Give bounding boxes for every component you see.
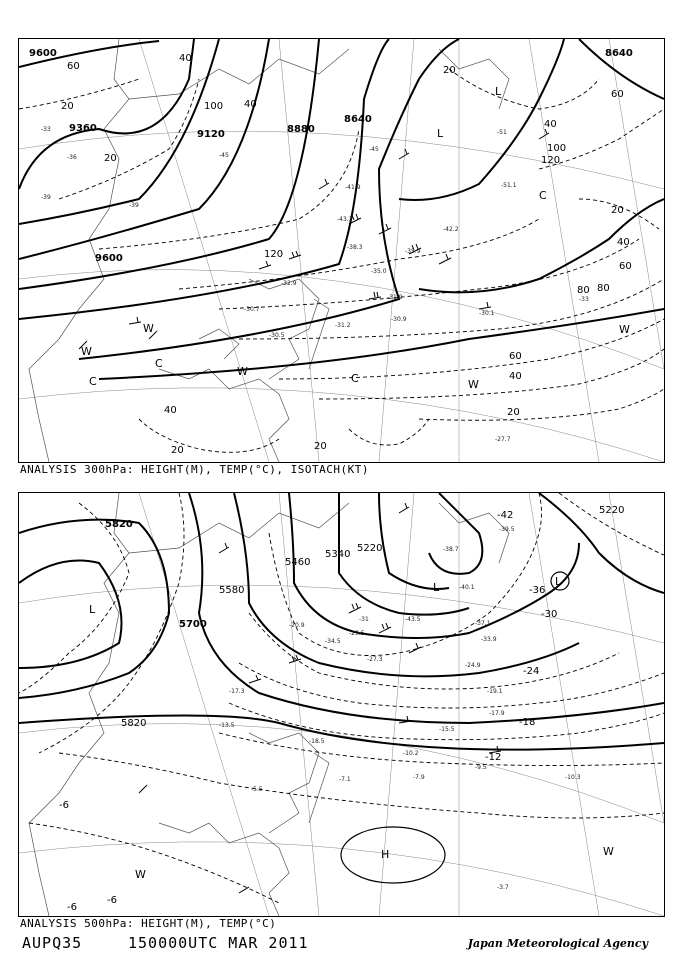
- temp-label: -35.0: [371, 268, 387, 275]
- temp-label: -31: [359, 616, 369, 623]
- temp-label: -13.5: [219, 722, 235, 729]
- bulletin-id: AUPQ35: [22, 934, 83, 952]
- temp-label: -43.3: [337, 216, 353, 223]
- temp-label: -7.1: [339, 776, 351, 783]
- isotach-label: 80: [577, 285, 590, 296]
- temp-label: -51.1: [501, 182, 517, 189]
- isotach-label: 40: [164, 405, 177, 416]
- low-pressure-center: L: [495, 85, 502, 98]
- temp-label: -30.5: [269, 332, 285, 339]
- height-label: 5820: [105, 519, 133, 530]
- temp-label: -36: [67, 154, 77, 161]
- isotach-label: 20: [611, 205, 624, 216]
- warm-center: W: [468, 378, 479, 391]
- map-300hpa-panel: [18, 38, 665, 463]
- isotherm-labels-500: [59, 510, 581, 913]
- temp-label: -33: [41, 126, 51, 133]
- temp-label: -43.5: [405, 616, 421, 623]
- temp-label: -37.1: [475, 620, 491, 627]
- temp-label: -5.5: [251, 786, 263, 793]
- isotherm-label: -6: [59, 800, 69, 811]
- map-300hpa-svg: [19, 39, 664, 462]
- temp-label: -34.5: [325, 638, 341, 645]
- low-pressure-center: L: [437, 127, 444, 140]
- pressure-centers-300: [81, 85, 630, 391]
- height-label: 5820: [121, 718, 147, 729]
- agency-name: Japan Meteorological Agency: [467, 937, 648, 950]
- low-pressure-center: L: [89, 603, 96, 616]
- isotach-label: 80: [597, 283, 610, 294]
- isotherm-label: -6: [67, 902, 77, 913]
- cold-center: C: [351, 372, 359, 385]
- isotach-label: 100: [547, 143, 567, 154]
- temp-label: -33.9: [481, 636, 497, 643]
- isotach-label: 60: [619, 261, 632, 272]
- isotach-label: 20: [171, 445, 184, 456]
- valid-time: 150000UTC MAR 2011: [128, 934, 309, 952]
- temp-label: -29.5: [349, 630, 365, 637]
- temp-label: -7.9: [413, 774, 425, 781]
- height-label: 9120: [197, 129, 225, 140]
- temp-label: -18.5: [309, 738, 325, 745]
- temp-label: -10.2: [403, 750, 419, 757]
- height-label: 8640: [605, 48, 633, 59]
- isotherm-label: -24: [523, 666, 540, 677]
- temp-label: -30.9: [391, 316, 407, 323]
- cold-center: C: [155, 357, 163, 370]
- height-label: 8880: [287, 124, 315, 135]
- temp-label: -9.5: [475, 764, 487, 771]
- coastline-500: [29, 493, 509, 916]
- warm-center: W: [135, 868, 146, 881]
- temp-label: -3.7: [497, 884, 509, 891]
- height-label: 9600: [29, 48, 57, 59]
- warm-center: W: [81, 345, 92, 358]
- temp-label: -42.2: [443, 226, 459, 233]
- isotherm-label: -30: [541, 609, 558, 620]
- warm-center: W: [603, 845, 614, 858]
- isotach-label: 120: [541, 155, 561, 166]
- isotach-label: 40: [244, 99, 257, 110]
- temp-label: -17.9: [489, 710, 505, 717]
- temp-label: -20.9: [289, 622, 305, 629]
- isotach-label: 60: [509, 351, 522, 362]
- height-label: 5340: [325, 549, 351, 560]
- temp-label: -15.5: [439, 726, 455, 733]
- temp-label: -33: [579, 296, 589, 303]
- height-label: 5220: [357, 543, 383, 554]
- map-500hpa-panel: [18, 492, 665, 917]
- temp-label: -32.9: [281, 280, 297, 287]
- isotherm-label: -6: [107, 895, 117, 906]
- isotherm-label: -36: [529, 585, 546, 596]
- temp-label: -27.3: [367, 656, 383, 663]
- temp-label: -45: [369, 146, 379, 153]
- height-label: 9600: [95, 253, 123, 264]
- isotach-label: 20: [507, 407, 520, 418]
- cold-center: C: [89, 375, 97, 388]
- low-pressure-center: L: [555, 575, 562, 588]
- temp-label: -35.9: [405, 248, 421, 255]
- height-label: 5460: [285, 557, 311, 568]
- temp-label: -19.1: [487, 688, 503, 695]
- isotach-label: 40: [617, 237, 630, 248]
- temp-label: -24.9: [465, 662, 481, 669]
- height-label: 5220: [599, 505, 625, 516]
- warm-center: W: [619, 323, 630, 336]
- temp-label: -31.9: [387, 294, 403, 301]
- temp-label: -40.1: [459, 584, 475, 591]
- isotach-label: 120: [264, 249, 284, 260]
- height-label: 9360: [69, 123, 97, 134]
- isotherm-label: -18: [519, 717, 536, 728]
- height-label: 8640: [344, 114, 372, 125]
- isotach-label: 20: [61, 101, 74, 112]
- isotherm-label: -12: [485, 752, 502, 763]
- temp-label: -17.3: [229, 688, 245, 695]
- caption-300hpa: ANALYSIS 300hPa: HEIGHT(M), TEMP(°C), ISOTACH(KT): [20, 463, 370, 476]
- high-pressure-center: H: [381, 848, 390, 861]
- height-label: 5700: [179, 619, 207, 630]
- temp-label: -51: [497, 129, 507, 136]
- warm-center: W: [237, 365, 248, 378]
- temp-label: -38.3: [347, 244, 363, 251]
- isotach-label: 60: [611, 89, 624, 100]
- temp-label: -39.5: [499, 526, 515, 533]
- cold-center: C: [539, 189, 547, 202]
- isotach-label: 20: [443, 65, 456, 76]
- temp-label: -39: [129, 202, 139, 209]
- temp-label: -10.3: [565, 774, 581, 781]
- isotach-label: 40: [544, 119, 557, 130]
- warm-center: W: [143, 322, 154, 335]
- wind-barbs-500: [139, 503, 501, 893]
- isotach-label: 40: [509, 371, 522, 382]
- map-500hpa-svg: [19, 493, 664, 916]
- isotherm-label: -42: [497, 510, 514, 521]
- temp-label: -30.1: [479, 310, 495, 317]
- temp-label: -39: [41, 194, 51, 201]
- temp-label: -31.2: [335, 322, 351, 329]
- temp-labels-300: [41, 126, 589, 443]
- low-pressure-center: L: [433, 581, 440, 594]
- temp-label: -41.9: [345, 184, 361, 191]
- isotach-label: 60: [67, 61, 80, 72]
- height-label: 5580: [219, 585, 245, 596]
- temp-label: -27.7: [495, 436, 511, 443]
- isotach-label: 20: [314, 441, 327, 452]
- isotach-label: 100: [204, 101, 224, 112]
- temp-label: -38.7: [443, 546, 459, 553]
- caption-500hpa: ANALYSIS 500hPa: HEIGHT(M), TEMP(°C): [20, 917, 277, 930]
- isotach-label: 40: [179, 53, 192, 64]
- temp-label: -30.7: [244, 306, 260, 313]
- isotach-label: 20: [104, 153, 117, 164]
- temp-label: -45: [219, 152, 229, 159]
